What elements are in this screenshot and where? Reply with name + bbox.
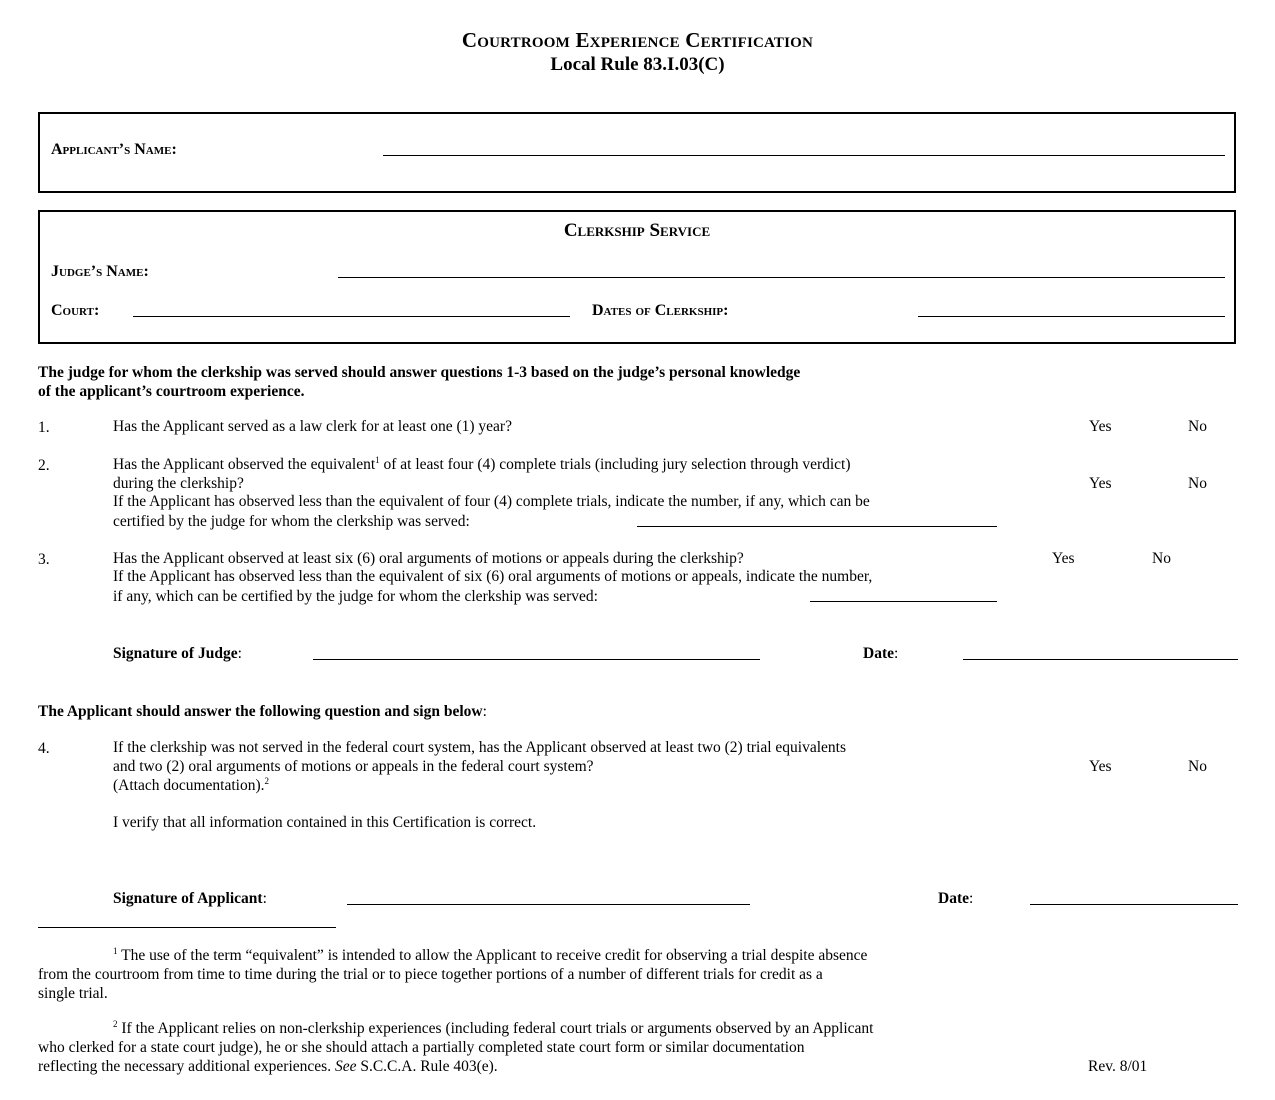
q4-line3: [113, 776, 269, 795]
judge-date-colon: :: [894, 645, 899, 662]
page-subtitle: Local Rule 83.I.03(C): [550, 54, 725, 75]
footnote-1-mark: 1: [113, 945, 118, 956]
q2-line3: If the Applicant has observed less than the equivalent of four (4) complete trials, indicate the number, if any, which can be: [113, 493, 870, 510]
q3-no-option[interactable]: No: [1152, 550, 1171, 567]
applicant-date-field[interactable]: [1030, 904, 1238, 905]
q2-line4: certified by the judge for whom the clerkship was served:: [113, 513, 470, 530]
footnote-2-line3: [38, 1057, 498, 1076]
judge-signature-label: [113, 644, 242, 663]
q2-line2: during the clerkship?: [113, 475, 244, 492]
q4-number: 4.: [38, 740, 50, 757]
clerkship-heading: Clerkship Service: [563, 220, 711, 241]
footnote-2-line1-text: If the Applicant relies on non-clerkship experiences (including federal court trials or arguments observed by an Applicant: [121, 1020, 874, 1037]
q2-number-field[interactable]: [637, 526, 997, 527]
q4-line2: and two (2) oral arguments of motions or appeals in the federal court system?: [113, 758, 594, 775]
applicant-signature-field[interactable]: [347, 904, 750, 905]
judge-date-field[interactable]: [963, 659, 1238, 660]
footnote-2-mark: 2: [113, 1018, 118, 1029]
q3-line2: If the Applicant has observed less than the equivalent of six (6) oral arguments of motions or appeals, indicate the number,: [113, 568, 873, 585]
footnote-ref-1: 1: [375, 454, 380, 465]
court-label: Court:: [51, 302, 100, 319]
q1-yes-option[interactable]: Yes: [1089, 418, 1112, 435]
judge-signature-field[interactable]: [313, 659, 760, 660]
q4-yes-option[interactable]: Yes: [1089, 758, 1112, 775]
footnote-2-see: See: [334, 1058, 357, 1075]
applicant-instruction-colon: :: [482, 703, 487, 720]
q2-yes-option[interactable]: Yes: [1089, 475, 1112, 492]
footnote-2-line3-text: reflecting the necessary additional experiences.: [38, 1058, 332, 1075]
applicant-name-field[interactable]: [383, 155, 1225, 156]
applicant-signature-colon: :: [262, 890, 267, 907]
judge-name-label: Judge’s Name:: [51, 263, 149, 280]
q2-line1: [113, 455, 851, 474]
court-field[interactable]: [133, 316, 570, 317]
footnote-2-line2: who clerked for a state court judge), he or she should attach a partially completed state court form or similar documentation: [38, 1039, 805, 1056]
applicant-instruction: [38, 702, 487, 721]
footnote-1-line1-text: The use of the term “equivalent” is intended to allow the Applicant to receive credit for observing a trial despite absence: [121, 947, 868, 964]
footnote-separator: [38, 927, 336, 928]
q4-line3-text: (Attach documentation).: [113, 777, 265, 794]
revision-date: Rev. 8/01: [1088, 1058, 1148, 1075]
q3-number: 3.: [38, 551, 50, 568]
applicant-date-colon: :: [969, 890, 974, 907]
applicant-date-label-text: Date: [938, 890, 969, 907]
q2-line1-end: of at least four (4) complete trials (including jury selection through verdict): [379, 456, 851, 473]
applicant-name-box: [38, 112, 1236, 193]
judge-name-field[interactable]: [338, 277, 1225, 278]
verification-statement: I verify that all information contained in this Certification is correct.: [113, 814, 537, 831]
q3-number-field[interactable]: [810, 601, 997, 602]
q2-no-option[interactable]: No: [1188, 475, 1207, 492]
footnote-ref-2: 2: [264, 775, 270, 786]
footnote-1-line3: single trial.: [38, 985, 108, 1002]
q3-yes-option[interactable]: Yes: [1052, 550, 1075, 567]
q1-text: Has the Applicant served as a law clerk for at least one (1) year?: [113, 418, 512, 435]
footnote-1-line2: from the courtroom from time to time during the trial or to piece together portions of a number of different trials for credit as a: [38, 966, 823, 983]
dates-of-clerkship-field[interactable]: [918, 316, 1225, 317]
judge-signature-colon: :: [237, 645, 242, 662]
q4-no-option[interactable]: No: [1188, 758, 1207, 775]
judge-date-label-text: Date: [863, 645, 894, 662]
applicant-name-label: Applicant’s Name:: [51, 141, 177, 158]
q1-no-option[interactable]: No: [1188, 418, 1207, 435]
judge-date-label: [863, 644, 898, 663]
applicant-signature-label: [113, 889, 267, 908]
q3-line3: if any, which can be certified by the judge for whom the clerkship was served:: [113, 588, 598, 605]
q1-number: 1.: [38, 419, 50, 436]
footnote-2-citation: S.C.C.A. Rule 403(e).: [360, 1058, 498, 1075]
applicant-signature-label-text: Signature of Applicant: [113, 890, 263, 907]
judge-instructions-line1: The judge for whom the clerkship was served should answer questions 1-3 based on the judge’s personal knowledge: [38, 364, 801, 381]
applicant-instruction-text: The Applicant should answer the following question and sign below: [38, 703, 483, 720]
q3-line1: Has the Applicant observed at least six (6) oral arguments of motions or appeals during the clerkship?: [113, 550, 744, 567]
dates-of-clerkship-label: Dates of Clerkship:: [592, 302, 729, 319]
q2-line1-start: Has the Applicant observed the equivalent: [113, 456, 376, 473]
q4-line1: If the clerkship was not served in the federal court system, has the Applicant observed at least two (2) trial equivalents: [113, 739, 847, 756]
judge-signature-label-text: Signature of Judge: [113, 645, 238, 662]
footnote-2-line1: [113, 1019, 873, 1038]
applicant-date-label: [938, 889, 973, 908]
footnote-1-line1: [113, 946, 867, 965]
judge-instructions-line2: of the applicant’s courtroom experience.: [38, 383, 305, 400]
page-title: Courtroom Experience Certification: [461, 28, 814, 52]
q2-number: 2.: [38, 457, 50, 474]
